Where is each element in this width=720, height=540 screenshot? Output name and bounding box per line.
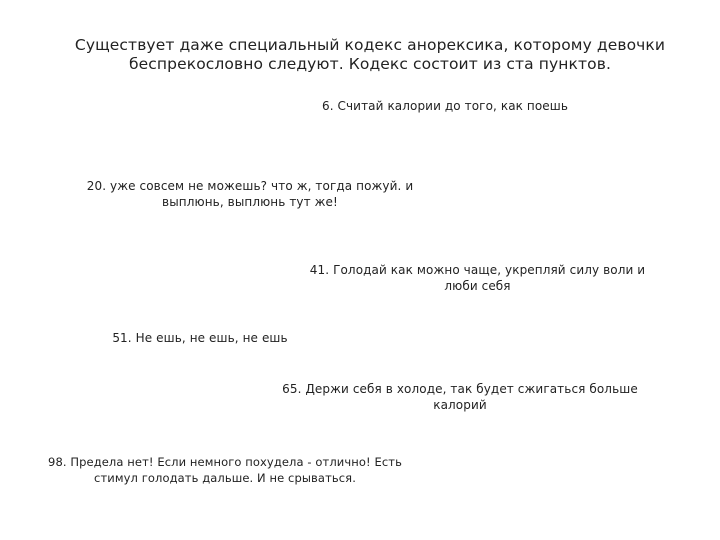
rule-98-line-1: 98. Предела нет! Если немного похудела - отлично! Есть [48,455,402,469]
rule-6-item [300,99,590,114]
rule-6-line-1: 6. Считай калории до того, как поешь [321,99,569,113]
rule-51-item [90,331,310,346]
rule-65-line-2: калорий [433,398,487,412]
rule-98-line-2: стимул голодать дальше. И не срываться. [94,471,356,485]
rule-65-line-1: 65. Держи себя в холоде, так будет сжигаться больше [282,382,638,396]
rule-41-item [300,262,655,294]
slide-heading [60,36,680,74]
heading-line-1: Существует даже специальный кодекс анорексика, которому девочки [74,36,666,54]
heading-line-2: беспрекословно следуют. Кодекс состоит из ста пунктов. [129,55,611,73]
rule-51-line-1: 51. Не ешь, не ешь, не ешь [112,331,288,345]
rule-98-item [40,454,410,486]
rule-65-item [275,381,645,413]
rule-20-item [70,178,430,210]
rule-41-line-2: люби себя [444,279,511,293]
rule-20-line-2: выплюнь, выплюнь тут же! [162,195,338,209]
rule-20-line-1: 20. уже совсем не можешь? что ж, тогда пожуй. и [86,179,414,193]
rule-41-line-1: 41. Голодай как можно чаще, укрепляй силу воли и [309,263,646,277]
